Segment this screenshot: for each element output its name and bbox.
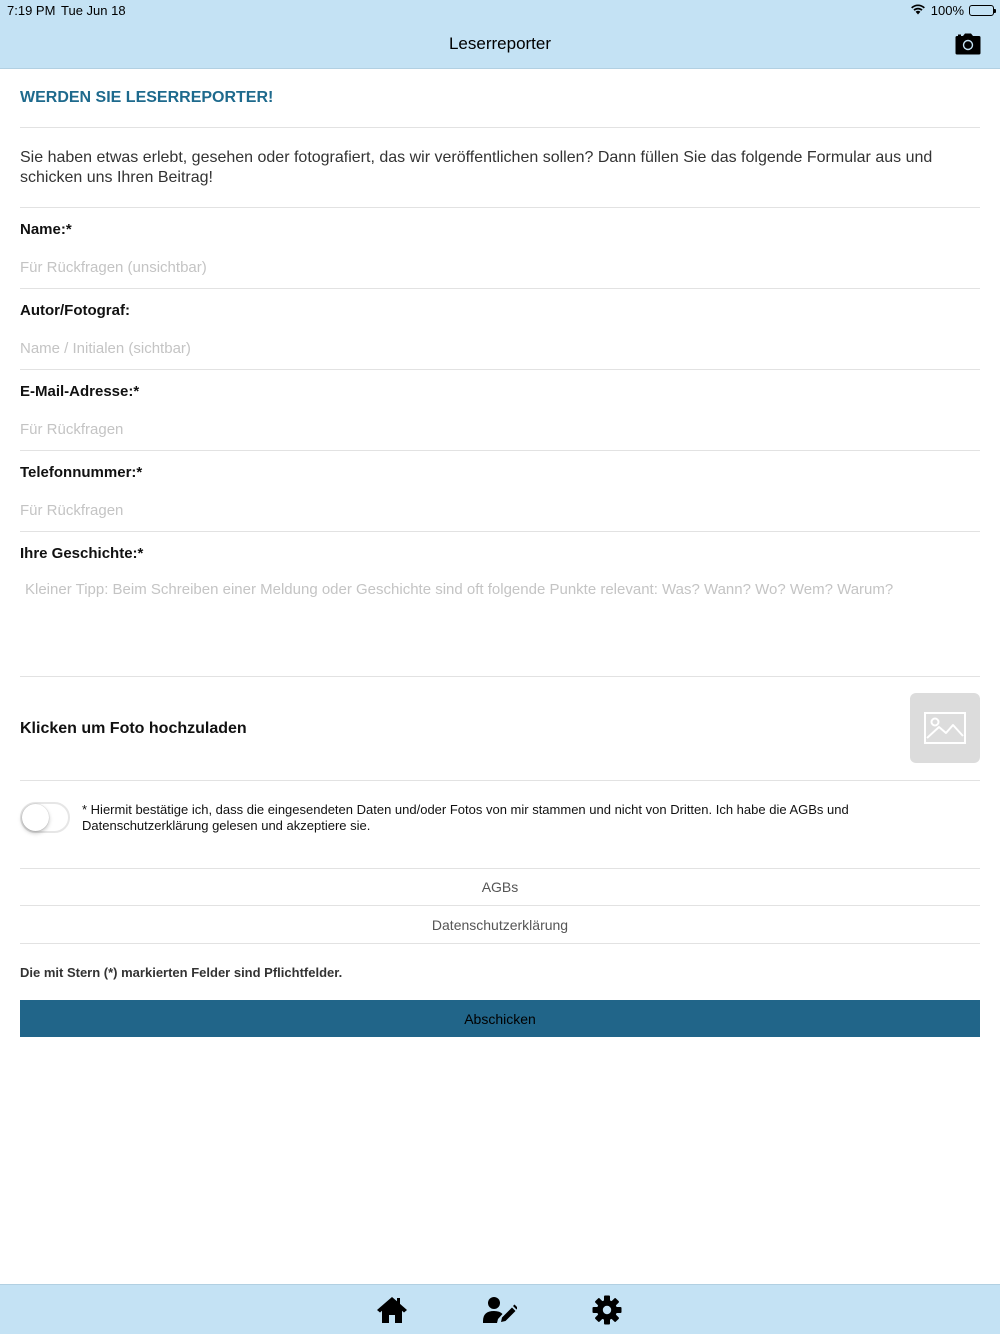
page-title: Leserreporter	[448, 34, 552, 53]
name-field-row	[20, 208, 980, 289]
user-edit-icon[interactable]	[483, 1293, 517, 1327]
leserreporter-form	[20, 69, 980, 1037]
phone-label: Telefonnummer:*	[20, 464, 143, 481]
consent-row	[20, 781, 980, 869]
image-placeholder-icon[interactable]	[910, 693, 980, 763]
home-icon[interactable]	[375, 1293, 409, 1327]
email-label: E-Mail-Adresse:*	[20, 383, 140, 400]
status-indicators	[910, 3, 994, 18]
email-input[interactable]	[20, 416, 980, 442]
camera-icon[interactable]	[955, 33, 981, 55]
tab-bar	[0, 1284, 1000, 1334]
story-field-row	[20, 532, 980, 677]
author-input[interactable]	[20, 335, 980, 361]
name-label: Name:*	[20, 221, 72, 238]
battery-icon	[969, 5, 994, 16]
photo-upload-row[interactable]	[20, 677, 980, 781]
gear-icon[interactable]	[590, 1293, 624, 1327]
toggle-knob	[22, 804, 49, 831]
top-bar	[0, 0, 1000, 69]
consent-text: * Hiermit bestätige ich, dass die eingesendeten Daten und/oder Fotos von mir stammen und nicht von Dritten. Ich habe die AGBs und Datenschutzerklärung gelesen und akzeptiere sie.	[82, 802, 849, 833]
phone-input[interactable]	[20, 497, 980, 523]
required-fields-note: Die mit Stern (*) markierten Felder sind Pflichtfelder.	[20, 965, 343, 980]
form-intro: Sie haben etwas erlebt, gesehen oder fotografiert, das wir veröffentlichen sollen? Dann füllen Sie das folgende Formular aus und schicken uns Ihren Beitrag!	[20, 128, 980, 208]
story-label: Ihre Geschichte:*	[20, 545, 144, 562]
agb-link[interactable]: AGBs	[20, 869, 980, 906]
battery-percent: 100%	[930, 3, 964, 18]
wifi-icon	[910, 3, 926, 18]
status-time: 7:19 PM	[7, 3, 56, 18]
consent-toggle[interactable]	[20, 802, 70, 833]
name-input[interactable]	[20, 254, 980, 280]
story-textarea[interactable]	[20, 577, 980, 667]
email-field-row	[20, 370, 980, 451]
privacy-link[interactable]: Datenschutzerklärung	[20, 906, 980, 944]
author-label: Autor/Fotograf:	[20, 302, 130, 319]
author-field-row	[20, 289, 980, 370]
status-date: Tue Jun 18	[61, 3, 126, 18]
phone-field-row	[20, 451, 980, 532]
form-heading: WERDEN SIE LESERREPORTER!	[20, 69, 980, 128]
photo-upload-label: Klicken um Foto hochzuladen	[20, 720, 247, 737]
submit-button[interactable]: Abschicken	[20, 1000, 980, 1037]
